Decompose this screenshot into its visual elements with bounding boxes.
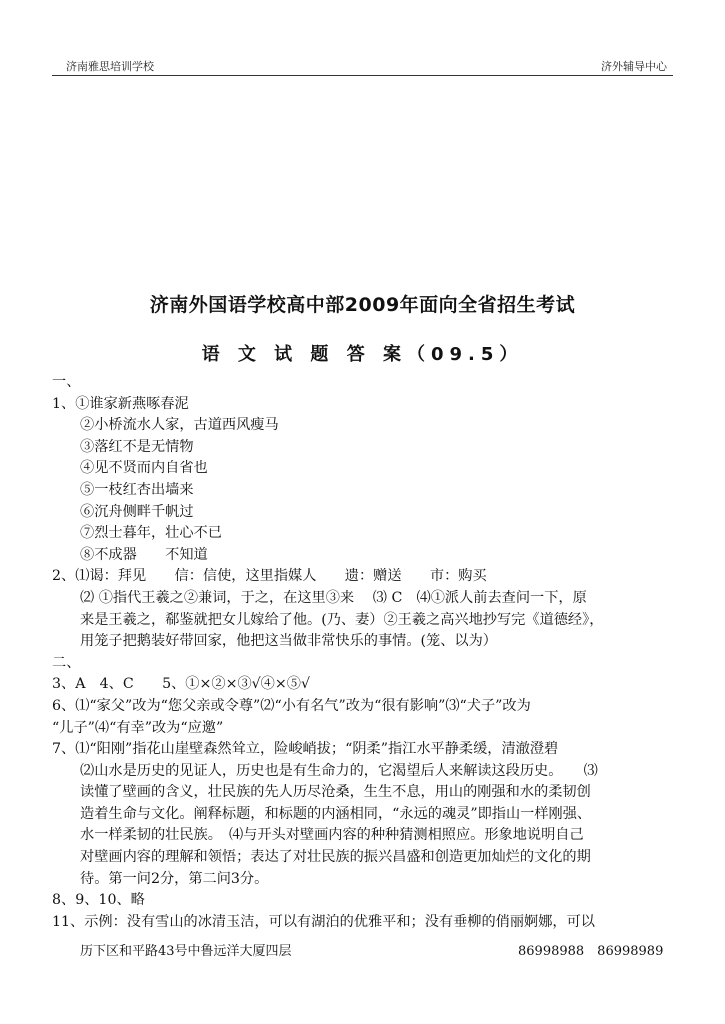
answer-line: 6、⑴“家父”改为“您父亲或令尊”⑵“小有名气”改为“很有影响”⑶“犬子”改为 [52, 697, 531, 714]
document-subtitle: 语 文 试 题 答 案（09.5） [201, 344, 524, 365]
answer-line: 3、A 4、C 5、①×②×③√④×⑤√ [52, 676, 310, 693]
footer-phones: 86998988 86998989 [518, 944, 664, 959]
answer-line: ⑤一枝红杏出墙来 [80, 481, 194, 498]
document-title: 济南外国语学校高中部2009年面向全省招生考试 [149, 294, 576, 316]
answer-line: 8、9、10、略 [52, 892, 145, 909]
answer-line: 1、①谁家新燕啄春泥 [52, 395, 189, 412]
answer-line: 用笼子把鹅装好带回家，他把这当做非常快乐的事情。(笼、以为） [80, 633, 497, 650]
footer-address: 历下区和平路43号中鲁远洋大厦四层 [80, 944, 292, 959]
answer-line: ③落红不是无情物 [80, 438, 194, 455]
answer-line: ⑵ ①指代王羲之②兼词，于之，在这里③来 ⑶ C ⑷①派人前去查问一下，原 [80, 589, 587, 606]
answer-line: ⑵山水是历史的见证人，历史也是有生命力的，它渴望后人来解读这段历史。 ⑶ [80, 762, 598, 779]
answer-line: 读懂了壁画的含义，壮民族的先人历尽沧桑，生生不息，用山的刚强和水的柔韧创 [80, 784, 591, 801]
answer-line: 水一样柔韧的壮民族。 ⑷与开头对壁画内容的种种猜测相照应。形象地说明自己 [80, 827, 584, 844]
answer-line: ②小桥流水人家，古道西风瘦马 [80, 417, 279, 434]
answer-line: 一、 [52, 374, 81, 390]
header-left: 济南雅思培训学校 [66, 60, 154, 73]
answer-line: 待。第一问2分，第二问3分。 [80, 870, 269, 887]
answer-line: ⑥沉舟侧畔千帆过 [80, 503, 194, 520]
answer-line: 二、 [52, 654, 81, 671]
answer-line: 对壁画内容的理解和领悟；表达了对壮民族的振兴昌盛和创造更加灿烂的文化的期 [80, 849, 591, 866]
answer-line: ⑧不成器 不知道 [80, 546, 208, 563]
answer-line: ④见不贤而内自省也 [80, 460, 208, 477]
answer-line: “儿子”⑷“有幸”改为“应邀” [52, 719, 224, 736]
answer-line: 2、⑴谒：拜见 信：信使，这里指媒人 遗：赠送 市：购买 [52, 568, 487, 585]
answer-body [52, 372, 684, 933]
answer-line: 11、示例：没有雪山的冰清玉洁，可以有湖泊的优雅平和；没有垂柳的俏丽婀娜，可以 [52, 913, 595, 930]
answer-line: 7、⑴“阳刚”指花山崖壁森然耸立，险峻峭拔；“阴柔”指江水平静柔缓，清澈澄碧 [52, 741, 559, 758]
answer-line: 来是王羲之，郗鉴就把女儿嫁给了他。(乃、妻）②王羲之高兴地抄写完《道德经》， [80, 611, 604, 628]
header-divider [52, 75, 673, 76]
answer-line: 造着生命与文化。阐释标题，和标题的内涵相同，“永远的魂灵”即指山一样刚强、 [80, 805, 592, 822]
header-right: 济外辅导中心 [601, 60, 667, 73]
answer-line: ⑦烈士暮年，壮心不已 [80, 525, 222, 542]
